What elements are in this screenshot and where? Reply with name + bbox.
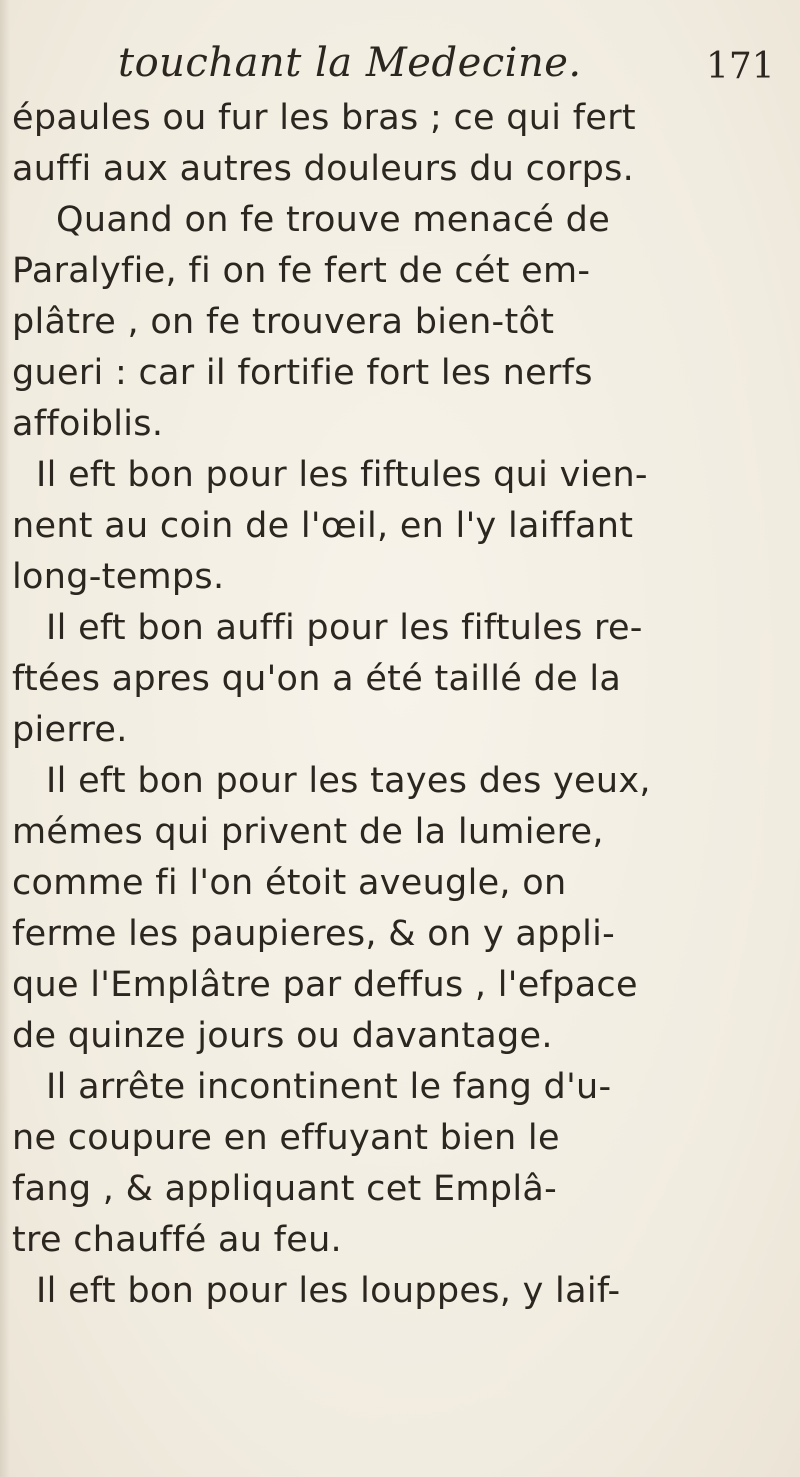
text-line: Quand on fe trouve menacé de [56, 200, 611, 240]
running-title: touchant la Medecine. [118, 40, 582, 86]
text-line: auffi aux autres douleurs du corps. [12, 149, 635, 189]
text-line: comme fi l'on étoit aveugle, on [12, 863, 567, 903]
text-line: ne coupure en effuyant bien le [12, 1118, 560, 1158]
text-line: ferme les paupieres, & on y appli- [12, 914, 616, 954]
text-line: que l'Emplâtre par deffus , l'efpace [12, 965, 638, 1005]
text-line: affoiblis. [12, 404, 164, 444]
text-line: de quinze jours ou davantage. [12, 1016, 553, 1056]
text-line: Il eft bon auffi pour les fiftules re- [46, 608, 643, 648]
text-line: fang , & appliquant cet Emplâ- [12, 1169, 558, 1209]
text-line: épaules ou fur les bras ; ce qui fert [12, 98, 636, 138]
text-line: pierre. [12, 710, 128, 750]
page-gutter [0, 0, 10, 1477]
text-line: ftées apres qu'on a été taillé de la [12, 659, 622, 699]
text-line: tre chauffé au feu. [12, 1220, 342, 1260]
text-line: Il eft bon pour les louppes, y laif- [36, 1271, 621, 1311]
text-line: Paralyfie, fi on fe fert de cét em- [12, 251, 591, 291]
text-line: nent au coin de l'œil, en l'y laiffant [12, 506, 634, 546]
text-line: gueri : car il fortifie fort les nerfs [12, 353, 593, 393]
page-header [118, 40, 800, 98]
text-line: plâtre , on fe trouvera bien-tôt [12, 302, 555, 342]
text-line: Il eft bon pour les fiftules qui vien- [36, 455, 648, 495]
text-line: mémes qui privent de la lumiere, [12, 812, 604, 852]
text-line: Il eft bon pour les tayes des yeux, [46, 761, 651, 801]
text-line: long-temps. [12, 557, 225, 597]
page-number: 171 [706, 46, 775, 87]
text-line: Il arrête incontinent le fang d'u- [46, 1067, 612, 1107]
